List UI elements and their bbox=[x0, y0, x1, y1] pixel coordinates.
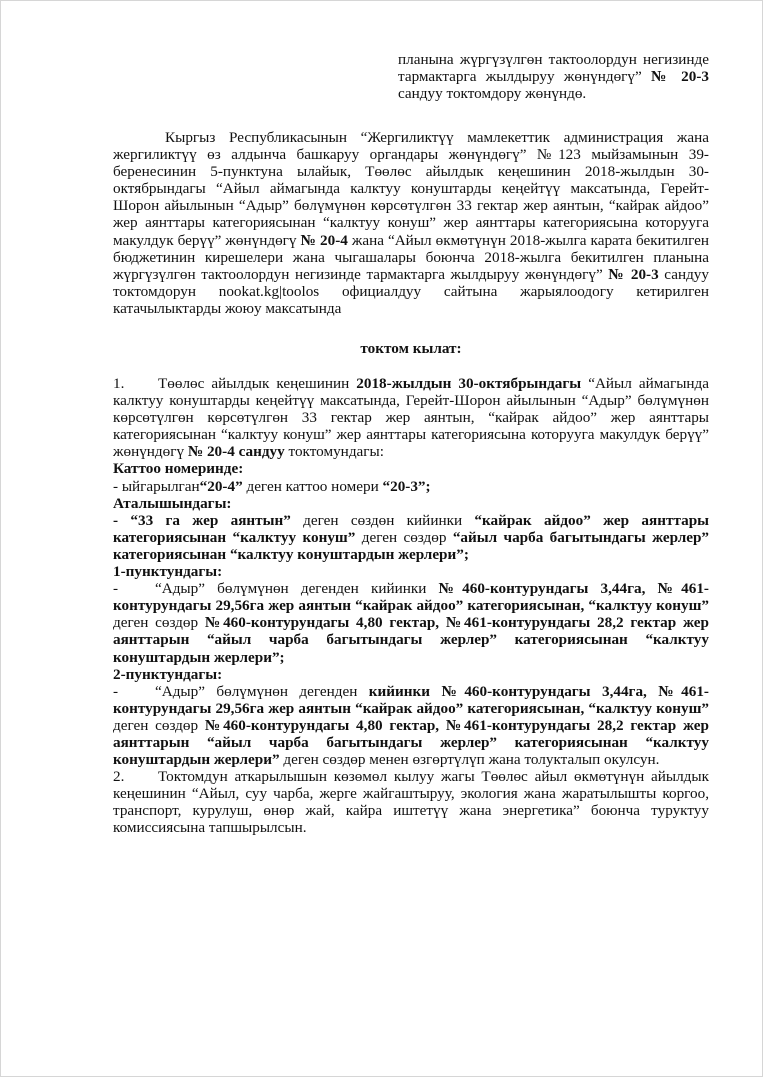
header-line-1: планына жүргүзүлгөн тактоолордун негизинде bbox=[398, 51, 709, 68]
registration-new-number: “20-3”; bbox=[382, 477, 431, 495]
point-1-bold-2: №460-контурундагы 4,80 гектар, №461-контурундагы 28,2 гектар жер аянттарын “айыл чарба багытындагы жерлер” категориясынан “калктуу конуштардын жерлери”; bbox=[113, 614, 709, 666]
point-2-heading-text: 2-пунктундагы: bbox=[113, 665, 223, 683]
point-2-heading bbox=[113, 666, 709, 683]
registration-text-1: - ыйгарылган bbox=[113, 477, 200, 495]
title-text-1: деген сөздөн кийинки bbox=[290, 511, 475, 529]
item-1 bbox=[113, 375, 709, 460]
registration-heading-text: Каттоо номеринде: bbox=[113, 460, 244, 478]
resolution-body bbox=[113, 375, 709, 837]
document-header bbox=[398, 51, 709, 102]
item-1-text-3: токтомундагы: bbox=[284, 443, 384, 461]
point-1-bold-1: №460-контурундагы 3,44га, №461-контурундагы 29,56га жер аянтын “кайрак айдоо” категориясынан, “калктуу конуш” bbox=[113, 580, 709, 615]
point-1-dash: - bbox=[113, 580, 119, 598]
preamble-text-3: сандуу токтомдорун nookat.kg|toolos официалдуу сайтына жарыялоодогу кетирилген катачылыктарды жоюу максатында bbox=[113, 265, 709, 317]
point-1-text-1: “Адыр” бөлүмүнөн дегенден кийинки bbox=[155, 580, 439, 598]
point-1-heading bbox=[113, 563, 709, 580]
preamble-resolution-20-3: № 20-3 bbox=[608, 265, 659, 283]
title-bold-3: “айыл чарба багытындагы жерлер” категориясынан “калктуу конуштардын жерлери”; bbox=[113, 528, 710, 563]
registration-text-2: деген каттоо номери bbox=[242, 477, 383, 495]
item-1-date: 2018-жылдын 30-октябрындагы bbox=[356, 375, 582, 392]
title-text-2: деген сөздөр bbox=[355, 528, 453, 546]
title-heading-text: Аталышындагы: bbox=[113, 494, 232, 512]
point-2-text-1: “Адыр” бөлүмүнөн дегенден bbox=[155, 682, 369, 700]
item-2-number: 2. bbox=[113, 768, 125, 786]
resolves-heading: токтом кылат: bbox=[360, 340, 462, 357]
header-line-2: тармактарга жылдыруу жөнүндөгү” bbox=[398, 68, 652, 86]
preamble-resolution-20-4: № 20-4 bbox=[300, 231, 348, 249]
point-2-text-2: деген сөздөр bbox=[113, 716, 205, 734]
item-1-text-2: “Айыл аймагында калктуу конуштарды кеңейтүү максатында, Герейт-Шорон айылынын “Адыр” бөлүмүнөн көрсөтүлгөн көрсөтүлгөн 33 гектар жер аянтын, “кайрак айдоо” жер аянттары категориясынан “калктуу конуш” жер аянттары категориясына которууга макулдук берүү” жөнүндөгү bbox=[113, 375, 710, 461]
item-1-number: 1. bbox=[113, 375, 125, 392]
preamble-text-2: жана “Айыл өкмөтүнүн 2018-жылга карата бекитилген бюджетинин кирешелери жана чыгашалары боюнча 2018-жылга бекитилген планына жүргүзүлгөн тактоолордун негизинде тармактарга жылдыруу жөнүндөгү” bbox=[113, 231, 709, 283]
item-1-resolution-number: № 20-4 сандуу bbox=[187, 443, 285, 461]
point-1-heading-text: 1-пунктундагы: bbox=[113, 563, 223, 581]
item-2 bbox=[113, 768, 709, 836]
item-1-text-1: Төөлөс айылдык кеңешинин bbox=[158, 375, 357, 392]
title-amendment bbox=[113, 512, 709, 563]
point-2-dash: - bbox=[113, 682, 119, 700]
point-2-bold-2: №460-контурундагы 4,80 гектар, №461-контурундагы 28,2 гектар жер аянттарын “айыл чарба багытындагы жерлер” категориясынан “калктуу конуштардын жерлери” bbox=[113, 716, 709, 769]
point-1-amendment bbox=[113, 580, 709, 665]
title-bold-2: “кайрак айдоо” жер аянттары категориясынан “калктуу конуш” bbox=[113, 511, 709, 546]
header-line-3: сандуу токтомдору жөнүндө. bbox=[398, 85, 587, 103]
point-2-amendment bbox=[113, 683, 709, 768]
registration-heading bbox=[113, 460, 709, 477]
preamble-paragraph bbox=[113, 129, 709, 317]
header-number: № 20-3 bbox=[651, 68, 709, 86]
point-1-text-2: деген сөздөр bbox=[113, 614, 205, 632]
title-bold-1: - “33 га жер аянтын” bbox=[113, 511, 291, 529]
point-2-text-3: деген сөздөр менен өзгөртүлүп жана толукталып окулсун. bbox=[279, 751, 660, 769]
title-heading bbox=[113, 495, 709, 512]
registration-old-number: “20-4” bbox=[199, 477, 243, 495]
point-2-bold-1: кийинки №460-контурундагы 3,44га, №461-контурундагы 29,56га жер аянтын “кайрак айдоо” категориясынан, “калктуу конуш” bbox=[113, 682, 709, 717]
item-2-text: Токтомдун аткарылышын көзөмөл кылуу жагы Төөлөс айыл өкмөтүнүн айылдык кеңешинин “Айыл, суу чарба, жерге жайгаштыруу, экология жана жаратылышты коргоо, транспорт, курулуш, өнөр жай, кайра иштетүү жана энергетика” боюнча туруктуу комиссиясына тапшырылсын. bbox=[113, 768, 709, 837]
preamble-text-1: Кыргыз Республикасынын “Жергиликтүү мамлекеттик администрация жана жергиликтүү өз алдынча башкаруу органдары жөнүндөгү” №123 мыйзамынын 39-беренесинин 5-пунктуна ылайык, Төөлөс айылдык кеңешинин 2018-жылдын 30-октябрындагы “Айыл аймагында калктуу конуштарды кеңейтүү максатында, Герейт-Шорон айылынын “Адыр” бөлүмүнөн көрсөтүлгөн 33 гектар жер аянтын, “кайрак айдоо” жер аянттары категориясынан “калктуу конуш” жер аянттары категориясына которууга макулдук берүү” жөнүндөгү bbox=[113, 129, 709, 249]
registration-line bbox=[113, 478, 709, 495]
